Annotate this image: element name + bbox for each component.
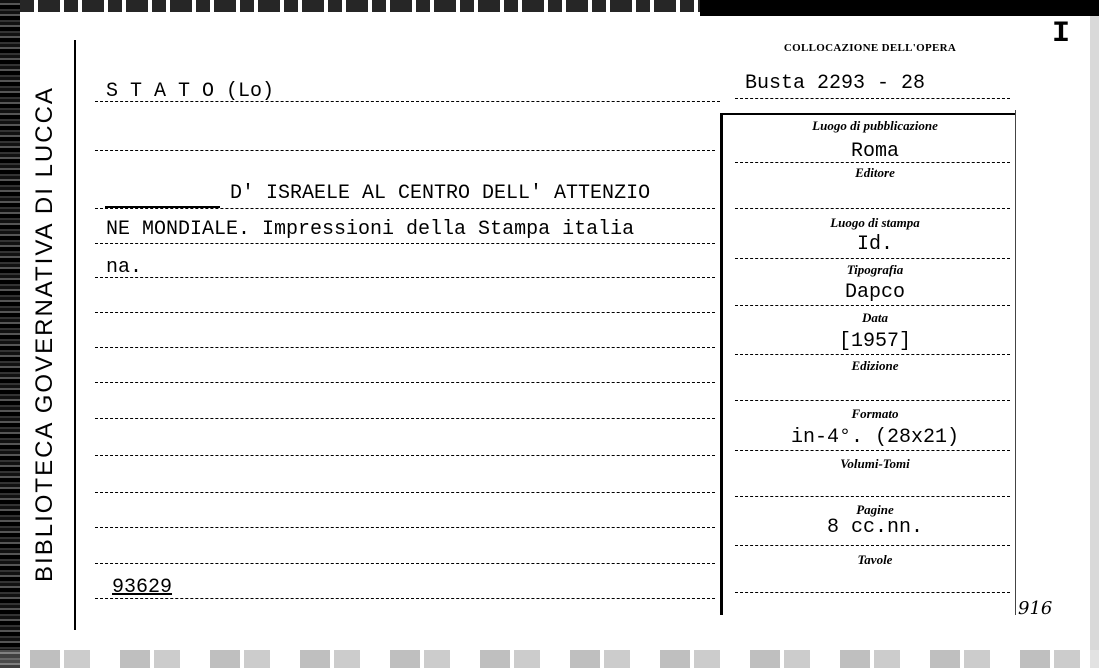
- field-line: [735, 258, 1010, 260]
- field-label-tipografia: Tipografia: [846, 262, 904, 277]
- field-line: [735, 450, 1010, 452]
- field-value-tipografia: Dapco: [844, 281, 905, 304]
- ruled-line: [95, 312, 715, 314]
- title-line-2: NE MONDIALE. Impressioni della Stampa italia: [106, 218, 635, 241]
- field-line: [735, 592, 1010, 594]
- library-name-vertical: BIBLIOTECA GOVERNATIVA DI LUCCA: [31, 86, 58, 582]
- field-value-luogo-stampa: Id.: [856, 233, 893, 256]
- title-line-3: na.: [106, 256, 143, 279]
- ruled-line: [95, 277, 715, 279]
- inventory-number: 93629: [112, 576, 173, 599]
- scan-edge-left: [0, 0, 20, 668]
- left-margin-rule: [74, 40, 76, 630]
- field-label-tavole: Tavole: [857, 552, 893, 567]
- field-label-luogo-stampa: Luogo di stampa: [830, 215, 920, 230]
- ruled-line: [95, 563, 715, 565]
- title-line-1: D' ISRAELE AL CENTRO DELL' ATTENZIO: [230, 182, 651, 205]
- field-label-luogo-pubblicazione: Luogo di pubblicazione: [812, 118, 938, 133]
- ruled-line: [95, 598, 715, 600]
- field-line: [735, 496, 1010, 498]
- scan-edge-bottom: [0, 650, 1099, 668]
- field-label-formato: Formato: [851, 406, 899, 421]
- field-line: [735, 305, 1010, 307]
- field-label-edizione: Edizione: [851, 358, 899, 373]
- ruled-line: [95, 492, 715, 494]
- ruled-line: [95, 150, 715, 152]
- field-line: [735, 208, 1010, 210]
- field-line: [735, 162, 1010, 164]
- field-label-editore: Editore: [855, 165, 895, 180]
- heading-line: [95, 101, 720, 103]
- field-value-pagine: 8 cc.nn.: [826, 516, 923, 539]
- ruled-line: [95, 455, 715, 457]
- field-value-luogo-pubblicazione: Roma: [850, 140, 899, 163]
- right-column-rule: [1015, 110, 1016, 615]
- ruled-line: [95, 208, 715, 210]
- field-label-volumi-tomi: Volumi-Tomi: [840, 456, 910, 471]
- right-column-top-rule: [720, 113, 1015, 115]
- handwritten-note: 916: [1018, 598, 1053, 619]
- ruled-line: [95, 382, 715, 384]
- field-value-formato: in-4°. (28x21): [790, 426, 960, 449]
- collocation-line: [735, 98, 1010, 100]
- scan-edge-top-dark: [700, 0, 1099, 16]
- field-label-pagine: Pagine: [856, 502, 894, 517]
- collocation-label: COLLOCAZIONE DELL'OPERA: [783, 42, 957, 54]
- ruled-line: [95, 418, 715, 420]
- collocation-value: Busta 2293 - 28: [745, 72, 926, 95]
- field-line: [735, 400, 1010, 402]
- field-value-data: [1957]: [838, 330, 911, 353]
- ruled-line: [95, 243, 715, 245]
- field-line: [735, 545, 1010, 547]
- ruled-line: [95, 527, 715, 529]
- field-label-data: Data: [862, 310, 888, 325]
- page-marker: I: [1052, 17, 1071, 51]
- ruled-line: [95, 347, 715, 349]
- field-line: [735, 354, 1010, 356]
- column-divider-rule: [720, 115, 723, 615]
- scan-edge-right: [1090, 0, 1099, 668]
- card-heading: S T A T O (Lo): [106, 80, 275, 103]
